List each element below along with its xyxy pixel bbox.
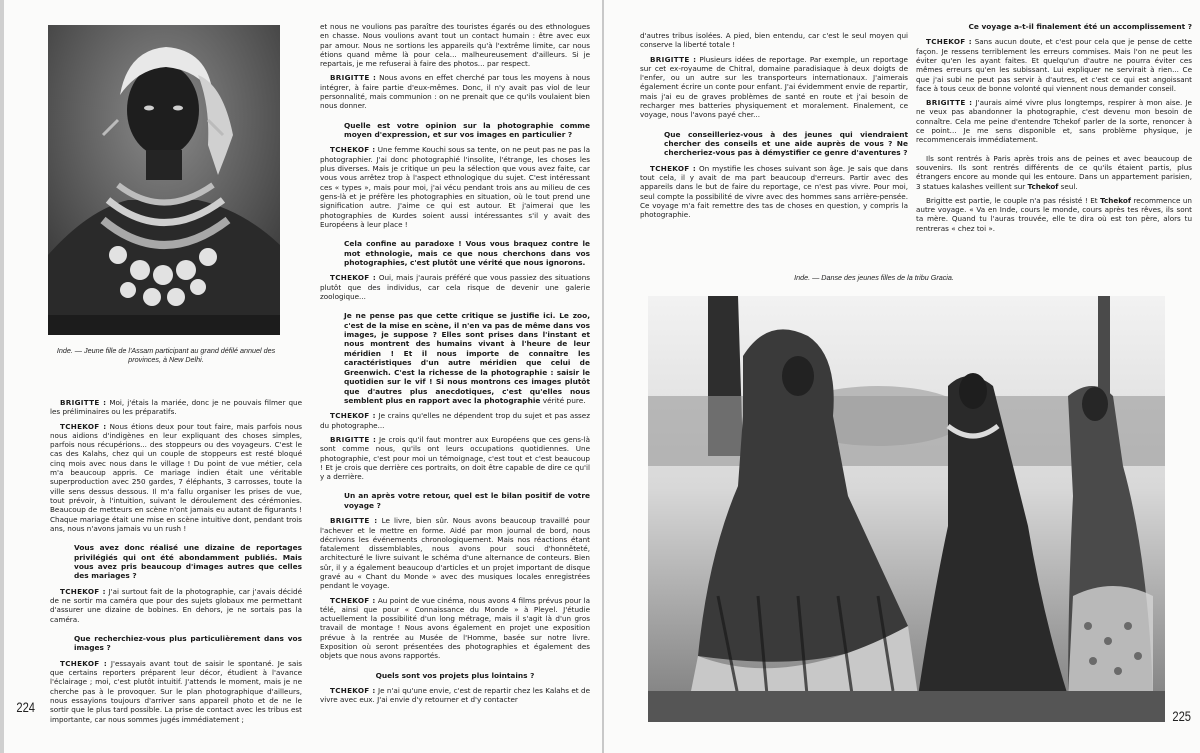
interview-paragraph: [320, 145, 590, 229]
interview-question: [74, 634, 302, 653]
interview-question: [344, 311, 590, 405]
speaker-name: BRIGITTE :: [60, 398, 107, 407]
paragraph-text: Je n'ai qu'une envie, c'est de repartir chez les Kalahs et de vivre avec eux. J'ai envie d'y retourner et d'y contacter: [320, 686, 590, 705]
interview-paragraph: [320, 73, 590, 110]
right-column-1: [640, 31, 908, 225]
interview-question: [344, 239, 590, 267]
interview-paragraph: [50, 398, 302, 417]
paragraph-text: Une femme Kouchi sous sa tente, on ne peut pas ne pas la photographier. J'ai donc photographié l'insolite, l'étrange, les choses les plus diverses. Mais je critique un peu la sélection que vous avez faite, car vous vous arrêtez trop à l'aspect ethnologique du sujet. C'est intéressant ces « types », mais pour moi, j'ai vécu pendant trois ans au milieu de ces gens-là et je préfère les photographies en situation, où le tout prend une signification autre. J'aime ce qui est autour. Et j'aimerai que les photographies de Kurdes soient aussi intéressantes s'il y avait des Européens à leur place !: [320, 145, 590, 229]
paragraph-text: et nous ne voulions pas paraître des touristes égarés ou des ethnologues en chasse. Nous voulions avant tout un contact humain : être avec eux par amour. Nous ne sortions les appareils qu'à l'extrême limite, car nous étions quand même là pour cela... malheureusement d'ailleurs. Si je repartais, je me refuserai à faire des photos... par respect.: [320, 22, 590, 69]
page-number-right: 225: [1172, 708, 1192, 724]
interview-question: [664, 130, 908, 158]
left-column-1: [50, 398, 302, 729]
epilogue-text: Ils sont rentrés à Paris après trois ans de peines et avec beaucoup de souvenirs. Ils sont rentrés différents de ce qu'ils étaient partis, plus étrangers encore au monde qui les entoure. Dans un appartement parisien, 3 statues kalashes veillent sur: [916, 153, 1192, 191]
photo-caption-right: Inde. — Danse des jeunes filles de la tribu Gracia.: [794, 273, 954, 282]
question-text: Quelle est votre opinion sur la photographie comme moyen d'expression, et sur vos images en particulier ?: [344, 120, 590, 140]
speaker-name: BRIGITTE :: [650, 54, 697, 64]
interview-paragraph: [320, 686, 590, 705]
paragraph-text: Je crois qu'il faut montrer aux Européens que ces gens-là sont comme nous, qu'ils ont leurs occupations quotidiennes. Une photographie, c'est pour moi un témoignage, c'est tout et c'est beaucoup ! Et je crois que derrière ces portraits, on doit être capable de dire ce qu'il y a derrière.: [320, 434, 590, 482]
interview-paragraph: [50, 422, 302, 534]
speaker-name: TCHEKOF :: [330, 145, 376, 155]
page-225: [604, 0, 1200, 753]
right-column-2: [916, 22, 1192, 238]
interview-paragraph: [320, 411, 590, 430]
interview-paragraph: [640, 31, 908, 50]
speaker-name: TCHEKOF :: [60, 658, 108, 668]
interview-paragraph: [50, 659, 302, 724]
interview-paragraph: [916, 37, 1192, 93]
question-text: Je ne pense pas que cette critique se justifie ici. Le zoo, c'est de la mise en scène, il n'en va pas de même dans vos images, je suppose ? Elles sont prises dans l'instant et nous montrent des humains vivant à l'heure de leur méridien ! Et il nous importe de connaître les caractéristiques d'un autre méridien que celui de Greenwich. C'est la richesse de la photographie : saisir le quotidien sur le vif ! Si nous montrons ces images plutôt que d'autres plus anecdotiques, c'est qu'elles nous semblent plus en rapport avec la photographie: [344, 311, 590, 405]
paragraph-text: J'ai surtout fait de la photographie, car j'avais décidé de ne sortir ma caméra que pour des sujets globaux me permettant d'assurer une dizaine de bobines. En dehors, je ne sortais pas la caméra.: [50, 586, 302, 624]
epilogue-text: Brigitte est partie, le couple n'a pas résisté ! Et: [926, 195, 1101, 205]
paragraph-text: Nous avons en effet cherché par tous les moyens à nous intégrer, à faire partie d'eux-mêmes. Donc, il n'y avait pas viol de leur personnalité, mais communion : on ne prenait que ce qu'ils voulaient bien nous donner.: [320, 73, 590, 111]
speaker-name: TCHEKOF :: [926, 37, 972, 47]
photo-caption-left: Inde. — Jeune fille de l'Assam participant au grand défilé annuel des provinces, à New Delhi.: [56, 346, 276, 364]
paragraph-text: Le livre, bien sûr. Nous avons beaucoup travaillé pour l'achever et le mettre en forme. Aidé par mon journal de bord, nous décrivons les événements chronologiquement. Mais nos réactions étant fatalement dissemblables, nous avons pour souci d'honnêteté, architecturé le livre suivant le schéma d'une alternance de conteurs. Bien sûr, il y a également beaucoup d'articles et un projet important de disque gravé au « Chant du Monde » avec des musiques locales enregistrées pendant le voyage.: [320, 516, 590, 591]
speaker-name: TCHEKOF :: [650, 163, 697, 173]
paragraph-text: Au point de vue cinéma, nous avons 4 films prévus pour la télé, ainsi que pour « Connaissance du Monde » à Pleyel. J'étudie actuellement la possibilité d'un long métrage, mais il s'agit là d'un gros travail de montage ! Nous avons également en projet une exposition prévue à la rentrée au Musée de l'Homme, basée sur notre livre. Exposition où seront présentées des photographies et également des objets que nous avons rapportés.: [320, 595, 590, 661]
epilogue-paragraph: [916, 154, 1192, 191]
paragraph-text: Moi, j'étais la mariée, donc je ne pouvais filmer que les préliminaires ou les préparatifs.: [50, 398, 302, 417]
question-text: Vous avez donc réalisé une dizaine de reportages privilégiés qui ont été abondamment publiés. Mais vous avez pris beaucoup d'images autres que celles des mariages ?: [74, 543, 302, 581]
interview-paragraph: [320, 435, 590, 481]
paragraph-text: Sans aucun doute, et c'est pour cela que je pense de cette façon. Je ressens terriblement les erreurs commises. Mais l'on ne peut les éviter qu'en les ayant faites. Et quelqu'un d'autre ne pourra éviter ces mêmes erreurs qu'en les subissant. Lui expliquer ne servirait à rien... Ce que j'ai subi ne peut pas servir à d'autres, et c'est ce qui est angoissant face à tous ceux de bonne volonté qui viennent nous demander conseil.: [916, 37, 1192, 93]
paragraph-text: d'autres tribus isolées. A pied, bien entendu, car c'est le seul moyen qui conserve la liberté totale !: [640, 31, 908, 50]
epilogue-text: recommence un autre voyage. « Va en Inde, cours le monde, cours après tes rêves, ils sont ta mère. Quand tu l'auras trouvée, elle te dira où est ton père, alors tu rentreras « chez toi ».: [916, 195, 1192, 233]
speaker-name: BRIGITTE :: [330, 516, 378, 526]
interview-question: [320, 671, 590, 680]
interview-question: [74, 543, 302, 581]
question-text: Quels sont vos projets plus lointains ?: [375, 670, 535, 680]
question-tail: vérité pure.: [540, 395, 586, 405]
interview-paragraph: [320, 516, 590, 590]
interview-paragraph: [640, 164, 908, 220]
speaker-name: TCHEKOF :: [60, 586, 106, 596]
speaker-name: TCHEKOF :: [330, 686, 376, 696]
interview-paragraph: [640, 55, 908, 120]
question-text: Ce voyage a-t-il finalement été un accomplissement ?: [968, 22, 1192, 31]
speaker-name: TCHEKOF :: [330, 595, 376, 605]
speaker-name: TCHEKOF :: [330, 273, 376, 283]
question-text: Cela confine au paradoxe ! Vous vous braquez contre le mot ethnologie, mais ce que nous cherchons dans vos photographies, c'est plutôt une vérité que nous ignorons.: [344, 239, 590, 267]
portrait-image: [48, 25, 280, 335]
interview-paragraph: [916, 98, 1192, 144]
interview-paragraph: [320, 596, 590, 661]
name-tchekof: Tchekof: [1100, 195, 1131, 205]
speaker-name: TCHEKOF :: [60, 421, 107, 431]
interview-paragraph: [50, 587, 302, 624]
paragraph-text: J'aurais aimé vivre plus longtemps, respirer à mon aise. Je ne veux pas abandonner la photographie, c'est devenu mon besoin de connaître. Cela me peine d'entendre Tchekof parler de la sorte, renoncer à ce point... Je me sens disponible et, sans problème physique, je recommencerais immédiatement.: [916, 98, 1192, 145]
paragraph-text: On mystifie les choses suivant son âge. Je sais que dans tout cela, il y avait de ma part beaucoup d'erreurs. Partir avec des appareils dans le but de faire du reportage, ce n'est pas vivre. Pour moi, seul compte la possibilité de vivre avec des hommes sans arrière-pensée. Ce voyage m'a fait remettre des tas de choses en question, y compris la photographie.: [640, 163, 908, 220]
question-text: Que conseilleriez-vous à des jeunes qui viendraient chercher des conseils et une aide auprès de vous ? Ne chercheriez-vous pas à démystifier ce genre d'aventures ?: [664, 129, 908, 158]
photo-assam-girl: [48, 25, 280, 335]
paragraph-text: Nous étions deux pour tout faire, mais parfois nous nous aidions d'indigènes en leur expliquant des choses simples, parfois nous récupérions... des stoppeurs ou des voyageurs. C'est le cas des Kalahs, chez qui un couple de stoppeurs est resté bloqué cinq mois avec nous dans le village ! Du point de vue métier, cela m'a beaucoup appris. Ce mariage indien était une véritable superproduction avec 250 gardes, 7 éléphants, 3 carrosses, toute la ville sens dessus dessous. Il m'a fallu organiser les prises de vue, tout prévoir, à l'intuition, suivant le déroulement des cérémonies. Beaucoup de metteurs en scène n'ont jamais eu autant de figurants ! Chaque mariage était une mise en scène intuitive dont, pendant trois ans, nous n'avons jamais vu un rush !: [50, 421, 302, 533]
speaker-name: BRIGITTE :: [926, 98, 973, 108]
interview-question: [344, 491, 590, 510]
epilogue-text: seul.: [1058, 181, 1078, 191]
speaker-name: TCHEKOF :: [330, 411, 376, 421]
photo-gracia-dance: [648, 296, 1165, 722]
interview-paragraph: [320, 22, 590, 68]
interview-question: [916, 22, 1192, 31]
dance-image: [648, 296, 1165, 722]
interview-question: [344, 121, 590, 140]
interview-paragraph: [320, 273, 590, 301]
epilogue-paragraph: [916, 196, 1192, 233]
speaker-name: BRIGITTE :: [330, 73, 377, 83]
question-text: Un an après votre retour, quel est le bilan positif de votre voyage ?: [344, 491, 590, 510]
paragraph-text: Je crains qu'elles ne dépendent trop du sujet et pas assez du photographe...: [320, 411, 590, 430]
left-column-2: [320, 22, 590, 710]
question-text: Que recherchiez-vous plus particulièrement dans vos images ?: [74, 633, 302, 653]
name-tchekof: Tchekof: [1027, 181, 1059, 191]
page-number-left: 224: [16, 699, 36, 715]
paragraph-text: Oui, mais j'aurais préféré que vous passiez des situations plutôt que des individus, car cela risque de devenir une galerie zoologique...: [320, 273, 590, 301]
paragraph-text: J'essayais avant tout de saisir le spontané. Je sais que certains reporters préparent leur décor, étudient à l'avance l'éclairage ; moi, c'est plutôt intuitif. J'attends le moment, mais je ne cherche pas à le provoquer. Sur le plan photographique d'ailleurs, nous essayions toujours d'arriver sans appareil photo et de ne le sortir que le plus tard possible. La prise de contact avec les tribus est importante, car nous sommes jugés immédiatement ;: [50, 658, 302, 724]
paragraph-text: Plusieurs idées de reportage. Par exemple, un reportage sur cet ex-royaume de Chitral, domaine paradisiaque à deux doigts de l'enfer, ou un autre sur les transporteurs internationaux. J'aimerais également écrire un conte pour enfant. J'ai évidemment envie de repartir, mais j'ai eu de graves problèmes de santé en route et j'ai besoin de recharger mes batteries physiquement et moralement. Finalement, ce voyage, nous l'avons payé cher...: [640, 54, 908, 120]
speaker-name: BRIGITTE :: [330, 434, 377, 444]
